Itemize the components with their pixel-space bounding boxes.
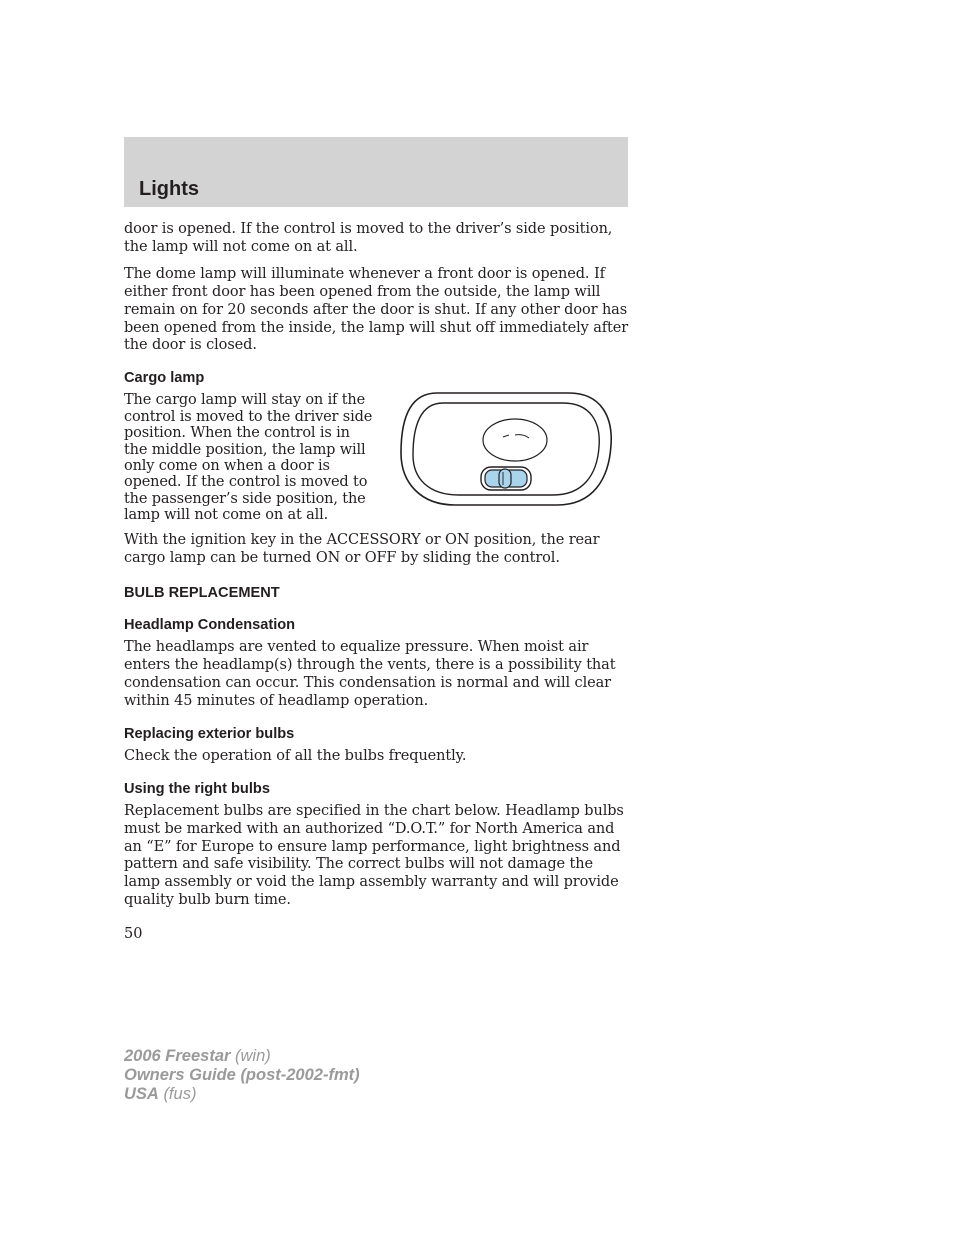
footer-market-code: (fus) xyxy=(163,1085,197,1103)
intro-paragraph-1: door is opened. If the control is moved to the driver’s side position, the lamp will not come on at all. xyxy=(124,221,613,255)
replacing-exterior-bulbs-heading: Replacing exterior bulbs xyxy=(124,725,295,742)
footer-line-2 xyxy=(124,1066,360,1085)
section-title: Lights xyxy=(139,178,199,200)
footer-model-code: (win) xyxy=(235,1047,271,1065)
headlamp-condensation-text: The headlamps are vented to equalize pressure. When moist air enters the headlamp(s) through the vents, there is a possibility that condensation can occur. This condensation is normal and will clear within 45 minutes of headlamp operation. xyxy=(124,639,616,709)
document-footer xyxy=(124,1047,360,1104)
bulb-replacement-heading: BULB REPLACEMENT xyxy=(124,585,280,602)
using-right-bulbs-text: Replacement bulbs are specified in the chart below. Headlamp bulbs must be marked with an authorized “D.O.T.” for North America and an “E” for Europe to ensure lamp performance, light brightness and pattern and safe visibility. The correct bulbs will not damage the lamp assembly or void the lamp assembly warranty and will provide quality bulb burn time. xyxy=(124,802,624,909)
cargo-lamp-follow-up: With the ignition key in the ACCESSORY or ON position, the rear cargo lamp can be turned ON or OFF by sliding the control. xyxy=(124,532,600,567)
footer-line-1 xyxy=(124,1047,360,1066)
footer-market: USA xyxy=(124,1085,159,1103)
section-header-band xyxy=(124,137,628,207)
cargo-lamp-section xyxy=(124,392,630,524)
headlamp-condensation-heading: Headlamp Condensation xyxy=(124,617,296,634)
cargo-lamp-text: The cargo lamp will stay on if the control is moved to the driver side position. When the control is in the middle position, the lamp will only come on when a door is opened. If the control is moved to the passenger’s side position, the lamp will not come on at all. xyxy=(124,392,373,524)
cargo-lamp-illustration-icon xyxy=(397,387,615,509)
using-right-bulbs-heading: Using the right bulbs xyxy=(124,780,270,797)
replacing-exterior-bulbs-text: Check the operation of all the bulbs frequently. xyxy=(124,747,467,764)
footer-line-3 xyxy=(124,1085,360,1104)
footer-model: 2006 Freestar xyxy=(124,1047,231,1065)
page-content xyxy=(124,221,630,919)
footer-guide: Owners Guide (post-2002-fmt) xyxy=(124,1066,360,1084)
intro-paragraph-2: The dome lamp will illuminate whenever a front door is opened. If either front door has been opened from the outside, the lamp will remain on for 20 seconds after the door is shut. If any other door has been opened from the inside, the lamp will shut off immediately after the door is closed. xyxy=(124,265,629,354)
page-number: 50 xyxy=(124,926,143,942)
cargo-lamp-heading: Cargo lamp xyxy=(124,370,205,387)
